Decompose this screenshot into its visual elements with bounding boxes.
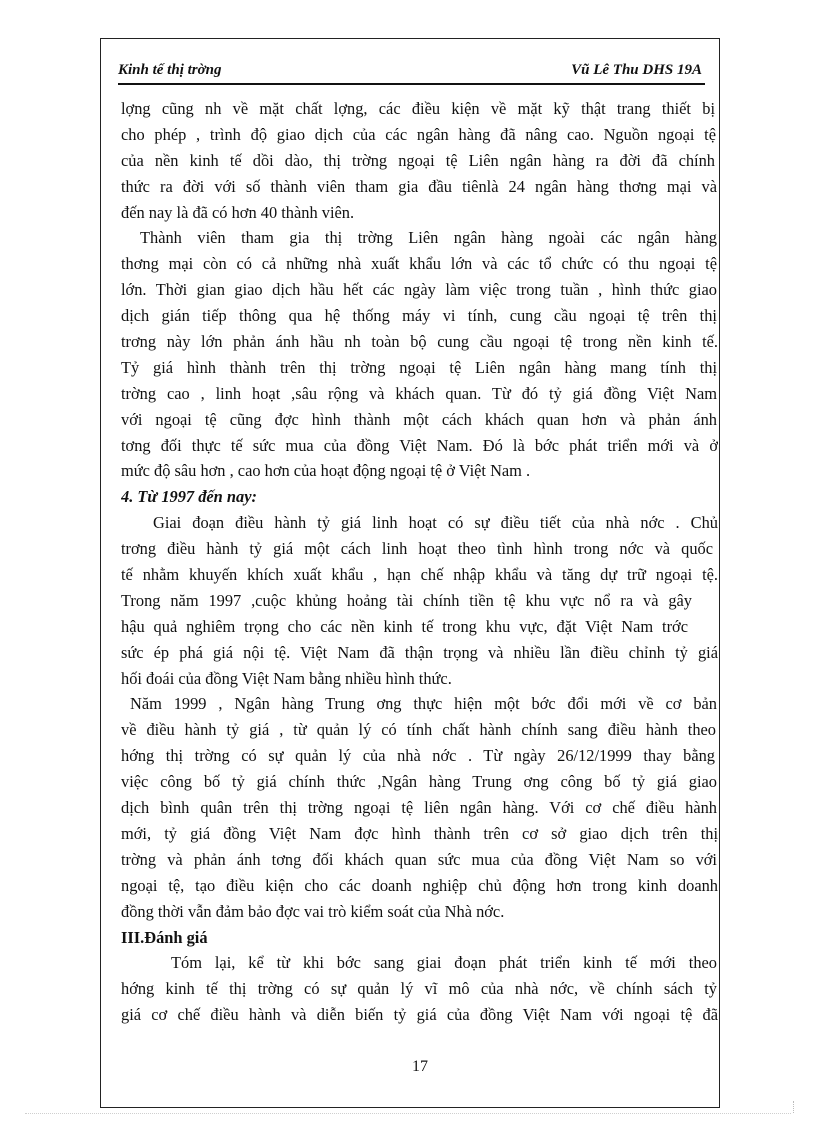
body-line: Trong năm 1997 ,cuộc khủng hoảng tài chính tiền tệ khu vực nổ ra và gây	[121, 590, 692, 610]
body-line: với ngoại tệ cũng đợc hình thành một cách khách quan hơn và phản ánh	[121, 409, 717, 429]
body-line: hớng thị trờng có sự quản lý của nhà nớc . Từ ngày 26/12/1999 thay bằng	[121, 746, 715, 766]
body-line: ngoại tệ, tạo điều kiện cho các doanh nghiệp chủ động hơn trong kinh doanh	[121, 875, 718, 895]
body-line: dịch bình quân trên thị trờng ngoại tệ liên ngân hàng. Với cơ chế điều hành	[121, 798, 717, 818]
body-line: sức ép phá giá nội tệ. Việt Nam đã thận trọng và nhiều lần điều chỉnh tỷ giá	[121, 642, 718, 662]
bottom-dotted-rule	[25, 1113, 791, 1114]
body-line: thơng mại còn có cả những nhà xuất khẩu lớn và các tổ chức có thu ngoại tệ	[121, 254, 717, 274]
body-line: đồng thời vẫn đảm bảo đợc vai trò kiểm soát của Nhà nớc.	[121, 901, 505, 921]
section-heading: III.Đánh giá	[121, 927, 208, 947]
body-line: trơng điều hành tỷ giá một cách linh hoạt theo tình hình trong nớc và quốc	[121, 539, 713, 559]
body-line: dịch gián tiếp thông qua hệ thống máy vi tính, cung cầu ngoại tệ trên thị	[121, 306, 717, 326]
body-line: hớng kinh tế thị trờng có sự quản lý vĩ mô của nhà nớc, về chính sách tỷ	[121, 979, 717, 999]
header-author: Vũ Lê Thu DHS 19A	[571, 62, 702, 78]
body-line: trơng này lớn phản ánh hầu nh toàn bộ cung cầu ngoại tệ trong nền kinh tế.	[121, 332, 718, 352]
section-heading: 4. Từ 1997 đến nay:	[121, 487, 257, 507]
body-line: lớn. Thời gian giao dịch hầu hết các ngày làm việc trong tuần , hình thức giao	[121, 280, 717, 300]
body-line: trờng cao , linh hoạt ,sâu rộng và khách quan. Từ đó tỷ giá đồng Việt Nam	[121, 383, 717, 403]
running-header	[118, 58, 702, 82]
body-line: Năm 1999 , Ngân hàng Trung ơng thực hiện một bớc đổi mới về cơ bản	[130, 694, 717, 714]
body-line: mức độ sâu hơn , cao hơn của hoạt động ngoại tệ ở Việt Nam .	[121, 461, 531, 481]
body-line: thức ra đời với số thành viên tham gia đầu tiênlà 24 ngân hàng thơng mại và	[121, 176, 717, 196]
body-line: Tỷ giá hình thành trên thị trờng ngoại tệ Liên ngân hàng mang tính thị	[121, 357, 717, 377]
page-number: 17	[412, 1058, 428, 1075]
body-line: Giai đoạn điều hành tỷ giá linh hoạt có sự điều tiết của nhà nớc . Chủ	[153, 513, 718, 533]
body-line: Tóm lại, kể từ khi bớc sang giai đoạn phát triển kinh tế mới theo	[171, 953, 717, 973]
body-line: cho phép , trình độ giao dịch của các ngân hàng đã nâng cao. Nguồn ngoại tệ	[121, 124, 716, 144]
body-line: hậu quả nghiêm trọng cho các nền kinh tế trong khu vực, đặt Việt Nam trớc	[121, 616, 688, 636]
body-line: Thành viên tham gia thị trờng Liên ngân hàng ngoài các ngân hàng	[140, 228, 717, 248]
document-body	[121, 96, 724, 1028]
header-title: Kinh tế thị trờng	[118, 62, 222, 78]
body-line: trờng và phản ánh tơng đối khách quan sức mua của đồng Việt Nam so với	[121, 849, 717, 869]
body-line: lợng cũng nh về mặt chất lợng, các điều kiện về mặt kỹ thật trang thiết bị	[121, 99, 715, 118]
body-line: việc công bố tỷ giá chính thức ,Ngân hàng Trung ơng công bố tỷ giá giao	[121, 772, 717, 792]
corner-crop-mark	[793, 1101, 795, 1113]
body-line: của nền kinh tế dồi dào, thị trờng ngoại tệ Liên ngân hàng ra đời đã chính	[121, 150, 715, 170]
body-line: giá cơ chế điều hành và diễn biến tỷ giá của đồng Việt Nam với ngoại tệ đã	[121, 1005, 718, 1025]
body-line: về điều hành tỷ giá , từ quản lý có tính chất hành chính sang điều hành theo	[121, 720, 716, 740]
body-line: tế nhằm khuyến khích xuất khẩu , hạn chế nhập khẩu và tăng dự trữ ngoại tệ.	[121, 565, 718, 585]
header-rule	[118, 83, 705, 85]
body-line: hối đoái của đồng Việt Nam bằng nhiều hình thức.	[121, 668, 452, 688]
body-line: mới, tỷ giá đồng Việt Nam đợc hình thành trên cơ sở giao dịch trên thị	[121, 823, 718, 843]
body-line: đến nay là đã có hơn 40 thành viên.	[121, 202, 355, 222]
body-line: tơng đối thực tế sức mua của đồng Việt Nam. Đó là bớc phát triển mới và ở	[121, 435, 718, 455]
